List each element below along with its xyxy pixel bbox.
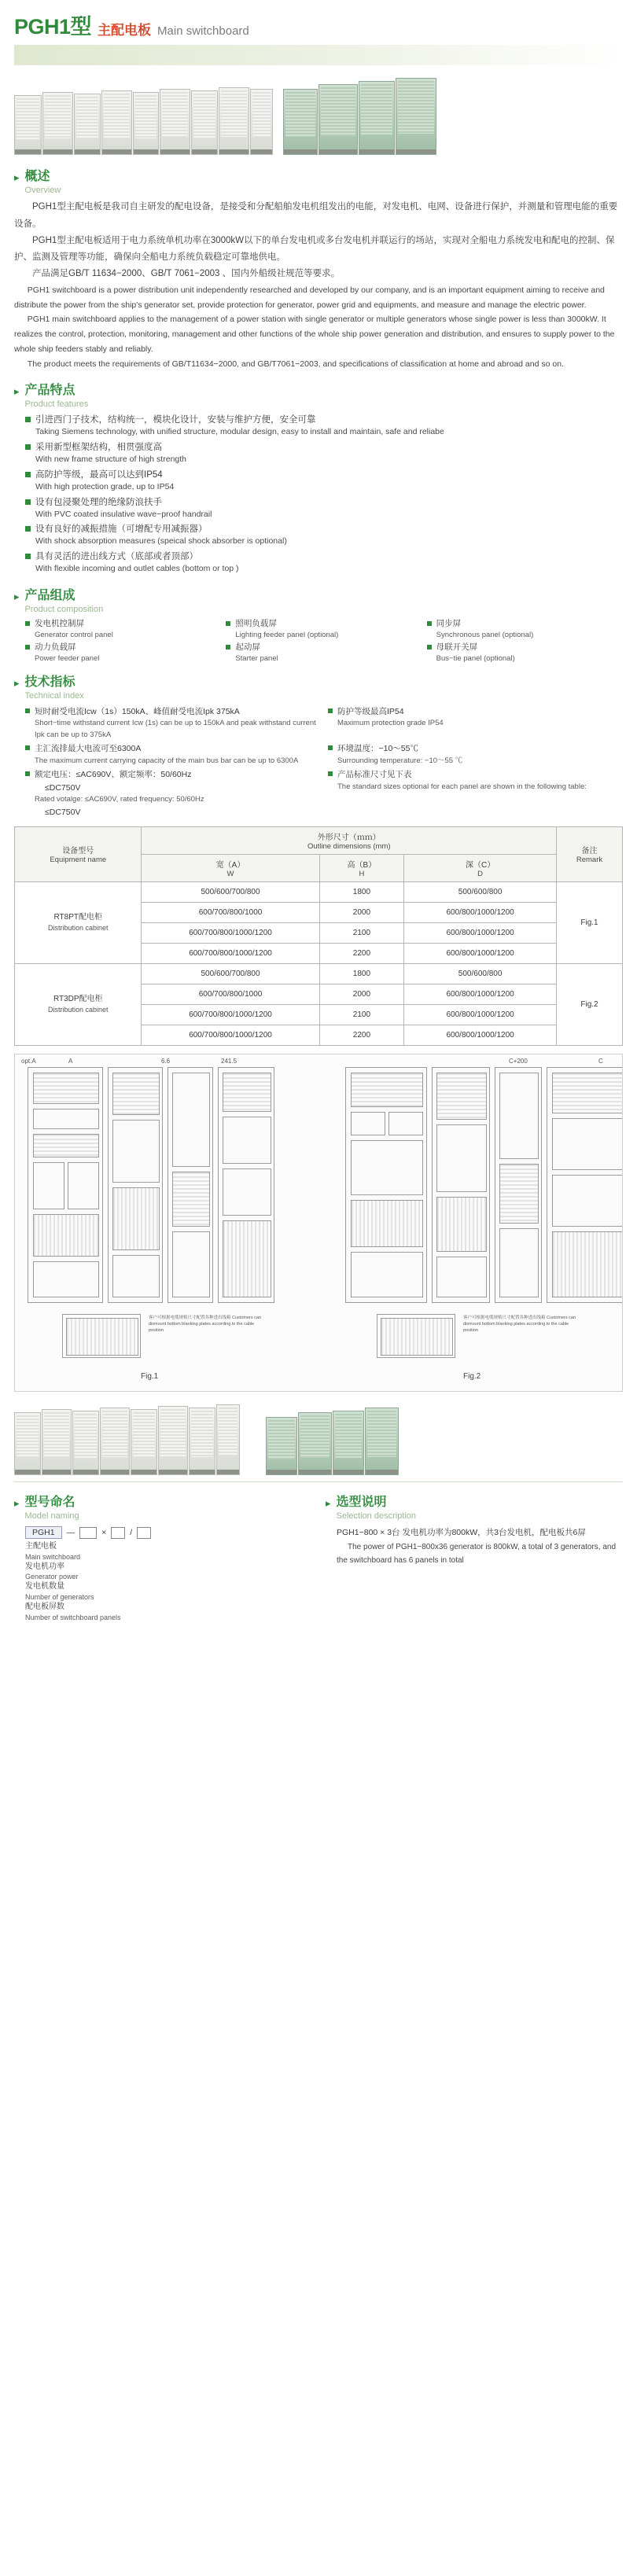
section-overview: [0, 158, 637, 372]
composition-en: Generator control panel: [35, 631, 113, 640]
bottom-product-photos: [14, 1400, 623, 1475]
feature-en: Taking Siemens technology, with unified structure, modular design, easy to install and maintain, safe and reliabe: [35, 427, 444, 437]
tech-cn: 防护等级最高IP54: [337, 706, 404, 716]
feature-en: With shock absorption measures (speical shock absorber is optional): [35, 536, 287, 546]
drawing-note-right: 客户可根据电缆规格尺寸配置各种进出线箱 Customers can dismount bottom blanking plates according to the cable position: [463, 1315, 576, 1333]
cell-remark: Fig.1: [557, 881, 623, 963]
bullet-square-icon: [25, 645, 30, 650]
cell-equipment-name: RT3DP配电柜 Distribution cabinet: [15, 963, 142, 1045]
naming-title-en: Model naming: [24, 1511, 79, 1521]
bullet-square-icon: [25, 444, 31, 450]
selection-body: [337, 1526, 623, 1567]
cell-width: 600/700/800/1000/1200: [142, 1004, 319, 1025]
chevron-right-icon: ▸: [14, 677, 20, 690]
list-item: [25, 468, 623, 494]
dim-label-241: 241.5: [221, 1057, 237, 1065]
product-photos: [0, 70, 637, 158]
chevron-right-icon: ▸: [14, 171, 20, 183]
cell-remark: Fig.2: [557, 963, 623, 1045]
cell-height: 1800: [319, 963, 404, 984]
page-title-model: PGH1型: [14, 15, 92, 39]
naming-diagram: [25, 1526, 311, 1622]
dim-label-opt-a: opt.A: [21, 1057, 36, 1065]
cell-width: 600/700/800/1000/1200: [142, 943, 319, 963]
figure-caption-fig1: Fig.1: [141, 1371, 159, 1381]
composition-cn: 同步屏: [436, 619, 462, 629]
overview-para-en-3: The product meets the requirements of GB/T11634−2000, and GB/T7061−2003, and specifications of classification at home and abroad and so on.: [27, 359, 564, 370]
list-item: [25, 495, 623, 521]
composition-en: Bus−tie panel (optional): [436, 654, 515, 664]
feature-en: With flexible incoming and outlet cables (bottom or top ): [35, 564, 239, 574]
dim-label-c200: C+200: [509, 1057, 528, 1065]
drawing-fig2-panel-3: [495, 1067, 542, 1303]
section-features: [0, 372, 637, 576]
composition-grid: [25, 618, 623, 664]
page-header: [0, 0, 637, 70]
feature-cn: 具有灵活的进出线方式（底部或者顶部）: [35, 552, 198, 562]
composition-heading: [14, 588, 623, 615]
tech-en: Short−time withstand current Icw (1s) can be up to 150kA and peak withstand current Ipk can be up to 375kA: [35, 718, 316, 739]
selection-title-cn: 选型说明: [336, 1495, 387, 1509]
list-item: 发电机数量 Number of generators: [25, 1582, 94, 1601]
naming-code-row: [25, 1526, 311, 1539]
tech-sub-dc-2: ≤DC750V: [45, 807, 81, 817]
table-row: [15, 963, 623, 984]
col-outline-dimensions: 外形尺寸（ｍｍ） Outline dimensions (mm): [142, 826, 557, 854]
bullet-square-icon: [328, 771, 333, 776]
cell-depth: 600/800/1000/1200: [404, 1025, 557, 1045]
cell-width: 600/700/800/1000: [142, 902, 319, 922]
overview-para-cn-3: 产品满足GB/T 11634−2000、GB/T 7061−2003 、国内外船级社规范等要求。: [32, 269, 341, 279]
features-list: [25, 413, 623, 576]
drawing-fig2-panel-1: [345, 1067, 427, 1303]
bullet-square-icon: [25, 745, 30, 750]
bullet-square-icon: [25, 554, 31, 559]
cell-depth: 600/800/1000/1200: [404, 984, 557, 1004]
col-depth: 深（C） D: [404, 854, 557, 881]
section-model-naming: [14, 1487, 311, 1622]
cabinet-bank-green: [283, 76, 444, 155]
list-item: [427, 642, 623, 664]
feature-cn: 采用新型框架结构，相贯强度高: [35, 443, 162, 453]
list-item: [25, 440, 623, 466]
bullet-square-icon: [427, 621, 432, 626]
outline-dimensions-table: [14, 826, 623, 1046]
chevron-right-icon: ▸: [14, 1496, 20, 1509]
composition-en: Starter panel: [235, 654, 278, 664]
overview-para-cn-2: PGH1型主配电板适用于电力系统单机功率在3000kW以下的单台发电机或多台发电机并联运行的场站，实现对全船电力系统发电和配电的控制、保护、监测及管理等功能，确保向全船电力系统负载稳定可靠地供电。: [14, 235, 615, 263]
list-item: [25, 413, 623, 439]
naming-heading: [14, 1495, 311, 1522]
technical-title-cn: 技术指标: [24, 675, 75, 690]
technical-grid: [25, 705, 623, 819]
selection-heading: [326, 1495, 623, 1522]
chevron-right-icon: ▸: [14, 591, 20, 603]
composition-cn: 发电机控制屏: [35, 619, 84, 629]
overview-para-en-2: PGH1 main switchboard applies to the management of a power station with single generator or multiple generators whose single power is less than 3000kW. It realizes the control, protection, monitoring, management and other functions of the whole ship power generation and distribution, and ensures to supply power to the whole ship feeders stably and reliably.: [14, 315, 615, 355]
features-title-en: Product features: [24, 399, 89, 409]
drawing-fig1-panel-1: [28, 1067, 103, 1303]
list-item: [25, 705, 320, 742]
table-row: [15, 881, 623, 902]
photo-switchboard-row-green: [266, 1408, 400, 1475]
feature-cn: 高防护等级，最高可以达到IP54: [35, 469, 163, 480]
dim-label-c: C: [598, 1057, 603, 1065]
composition-title-cn: 产品组成: [24, 589, 75, 603]
list-item: 主配电板 Main switchboard: [25, 1542, 81, 1561]
col-remark: 备注 Remark: [557, 826, 623, 881]
cabinet-bank-grey: [14, 83, 274, 155]
drawing-note-left: 客户可根据电缆规格尺寸配置各种进出线箱 Customers can dismount bottom blanking plates according to the cable position: [149, 1315, 262, 1333]
technical-heading: [14, 675, 623, 701]
tech-cn: 短时耐受电流Icw（1s）150kA、峰值耐受电流Ipk 375kA: [35, 706, 240, 716]
overview-title-en: Overview: [24, 186, 61, 195]
bullet-square-icon: [226, 621, 230, 626]
tech-en: Rated votalge: ≤AC690V, rated frequency: 50/60Hz: [35, 794, 204, 804]
composition-cn: 起动屏: [235, 642, 260, 653]
tech-en: The standard sizes optional for each panel are shown in the following table:: [337, 782, 587, 791]
bullet-square-icon: [25, 526, 31, 532]
overview-title-cn: 概述: [24, 170, 50, 183]
chevron-right-icon: ▸: [326, 1496, 331, 1509]
naming-title-cn: 型号命名: [24, 1495, 75, 1509]
features-heading: [14, 383, 623, 410]
feature-en: With PVC coated insulative wave−proof handrail: [35, 509, 212, 519]
bullet-square-icon: [25, 417, 31, 422]
tech-cn: 产品标准尺寸见下表: [337, 770, 412, 780]
drawing-base-plate-detail-right: [377, 1314, 455, 1358]
cell-depth: 500/600/800: [404, 963, 557, 984]
technical-title-en: Technical index: [24, 691, 84, 701]
photo-switchboard-bank-grey: [14, 83, 274, 155]
cell-height: 2100: [319, 922, 404, 943]
drawing-fig1-panel-2: [108, 1067, 163, 1303]
drawing-fig2-panel-4: [547, 1067, 623, 1303]
bullet-square-icon: [328, 708, 333, 713]
dim-label-b: 6.6: [161, 1057, 171, 1065]
section-technical-index: [0, 664, 637, 819]
list-item: 配电板屏数 Number of switchboard panels: [25, 1603, 121, 1621]
list-item: [25, 642, 221, 664]
cell-height: 1800: [319, 881, 404, 902]
cell-depth: 600/800/1000/1200: [404, 943, 557, 963]
list-item: [25, 618, 221, 640]
composition-cn: 照明负载屏: [235, 619, 277, 629]
header-gradient-bar: [14, 45, 623, 65]
tech-sub-dc-1: ≤DC750V: [45, 782, 81, 793]
naming-box-count[interactable]: [111, 1527, 125, 1539]
composition-title-en: Product composition: [24, 605, 104, 615]
bullet-square-icon: [25, 472, 31, 477]
cell-width: 600/700/800/1000/1200: [142, 922, 319, 943]
tech-cn: 额定电压：≤AC690V、额定频率：50/60Hz: [35, 770, 192, 780]
bullet-square-icon: [25, 771, 30, 776]
page-title-en: Main switchboard: [157, 24, 249, 38]
tech-cn: 环境温度：−10～55℃: [337, 744, 418, 754]
cell-depth: 600/800/1000/1200: [404, 902, 557, 922]
list-item: [25, 742, 320, 767]
list-item: [328, 742, 623, 767]
overview-heading: [14, 169, 623, 196]
naming-legend: [25, 1541, 311, 1622]
list-item: [226, 618, 422, 640]
cabinet-bank-grey-2: [14, 1400, 258, 1475]
bottom-columns: [0, 1482, 637, 1636]
cabinet-bank-green-2: [266, 1408, 400, 1475]
bullet-square-icon: [226, 645, 230, 650]
naming-box-panels[interactable]: [137, 1527, 151, 1539]
photo-switchboard-bank-green: [283, 76, 444, 155]
drawing-fig2-panel-2: [432, 1067, 490, 1303]
cell-height: 2200: [319, 1025, 404, 1045]
composition-en: Synchronous panel (optional): [436, 631, 534, 640]
tech-en: Maximum protection grade IP54: [337, 718, 444, 727]
composition-en: Lighting feeder panel (optional): [235, 631, 339, 640]
section-composition: [0, 577, 637, 664]
overview-para-cn-1: PGH1型主配电板是我司自主研发的配电设备，是接受和分配船舶发电机组发出的电能，对发电机、电网、设备进行保护，并测量和管理电能的重要设备。: [14, 202, 618, 229]
bullet-square-icon: [25, 499, 31, 505]
tech-en: Surrounding temperature: −10～55 ℃: [337, 756, 463, 765]
overview-para-en-1: PGH1 switchboard is a power distribution unit independently researched and developed by our company, and is an important equipment aiming to receive and distribute the power from the ship's generator set, provide protection for generator, power grid and equipments, and measure and manage the electric power.: [14, 285, 605, 310]
cell-width: 600/700/800/1000/1200: [142, 1025, 319, 1045]
section-selection-description: [326, 1487, 623, 1622]
drawing-base-plate-detail-left: [62, 1314, 141, 1358]
cell-height: 2000: [319, 984, 404, 1004]
naming-slash: /: [130, 1528, 133, 1538]
features-title-cn: 产品特点: [24, 383, 75, 397]
figure-caption-fig2: Fig.2: [463, 1371, 481, 1381]
feature-en: With high protection grade, up to IP54: [35, 481, 175, 491]
drawing-fig1-panel-4: [218, 1067, 274, 1303]
tech-cn: 主汇流排最大电流可至6300A: [35, 744, 142, 754]
composition-cn: 母联开关屏: [436, 642, 478, 653]
list-item: [328, 768, 623, 819]
col-equipment-name: 设备型号 Equipment name: [15, 826, 142, 881]
cell-height: 2000: [319, 902, 404, 922]
cell-width: 500/600/700/800: [142, 881, 319, 902]
cell-depth: 600/800/1000/1200: [404, 1004, 557, 1025]
naming-code: PGH1: [25, 1526, 62, 1539]
dim-label-a: A: [68, 1057, 73, 1065]
list-item: 发电机功率 Generator power: [25, 1562, 79, 1581]
list-item: [427, 618, 623, 640]
cell-width: 500/600/700/800: [142, 963, 319, 984]
feature-en: With new frame structure of high strength: [35, 454, 186, 465]
composition-cn: 动力负载屏: [35, 642, 76, 653]
selection-text-cn: PGH1−800 × 3台 发电机功率为800kW，共3台发电机，配电板共6屏: [337, 1528, 586, 1538]
naming-dash: —: [66, 1528, 75, 1538]
bullet-square-icon: [25, 708, 30, 713]
cell-height: 2100: [319, 1004, 404, 1025]
selection-title-en: Selection description: [336, 1511, 417, 1521]
list-item: [25, 768, 320, 819]
title-row: [14, 9, 623, 40]
tech-en: The maximum current carrying capacity of the main bus bar can be up to 6300A: [35, 756, 299, 765]
naming-mult: ×: [101, 1528, 107, 1538]
list-item: [328, 705, 623, 742]
feature-cn: 设有包浸聚处理的绝缘防浪扶手: [35, 497, 162, 507]
technical-drawings: [14, 1054, 623, 1392]
composition-en: Power feeder panel: [35, 654, 100, 664]
cell-height: 2200: [319, 943, 404, 963]
list-item: [25, 522, 623, 548]
photo-switchboard-row-grey: [14, 1400, 258, 1475]
col-width: 宽（A） W: [142, 854, 319, 881]
bullet-square-icon: [328, 745, 333, 750]
bullet-square-icon: [25, 621, 30, 626]
cell-width: 600/700/800/1000: [142, 984, 319, 1004]
cell-equipment-name: RT8PT配电柜 Distribution cabinet: [15, 881, 142, 963]
list-item: [25, 550, 623, 576]
feature-cn: 设有良好的减振措施（可增配专用减振器）: [35, 524, 208, 535]
chevron-right-icon: ▸: [14, 385, 20, 397]
col-height: 高（B） H: [319, 854, 404, 881]
cell-depth: 500/600/800: [404, 881, 557, 902]
selection-text-en: The power of PGH1−800x36 generator is 800kW, a total of 3 generators, and the switchboard has 6 panels in total: [337, 1542, 617, 1565]
list-item: [226, 642, 422, 664]
drawing-fig1-panel-3: [168, 1067, 213, 1303]
cell-depth: 600/800/1000/1200: [404, 922, 557, 943]
page-title-cn: 主配电板: [98, 23, 152, 38]
naming-box-power[interactable]: [79, 1527, 97, 1539]
feature-cn: 引进西门子技术，结构统一，模块化设计，安装与维护方便，安全可靠: [35, 415, 316, 425]
bullet-square-icon: [427, 645, 432, 650]
